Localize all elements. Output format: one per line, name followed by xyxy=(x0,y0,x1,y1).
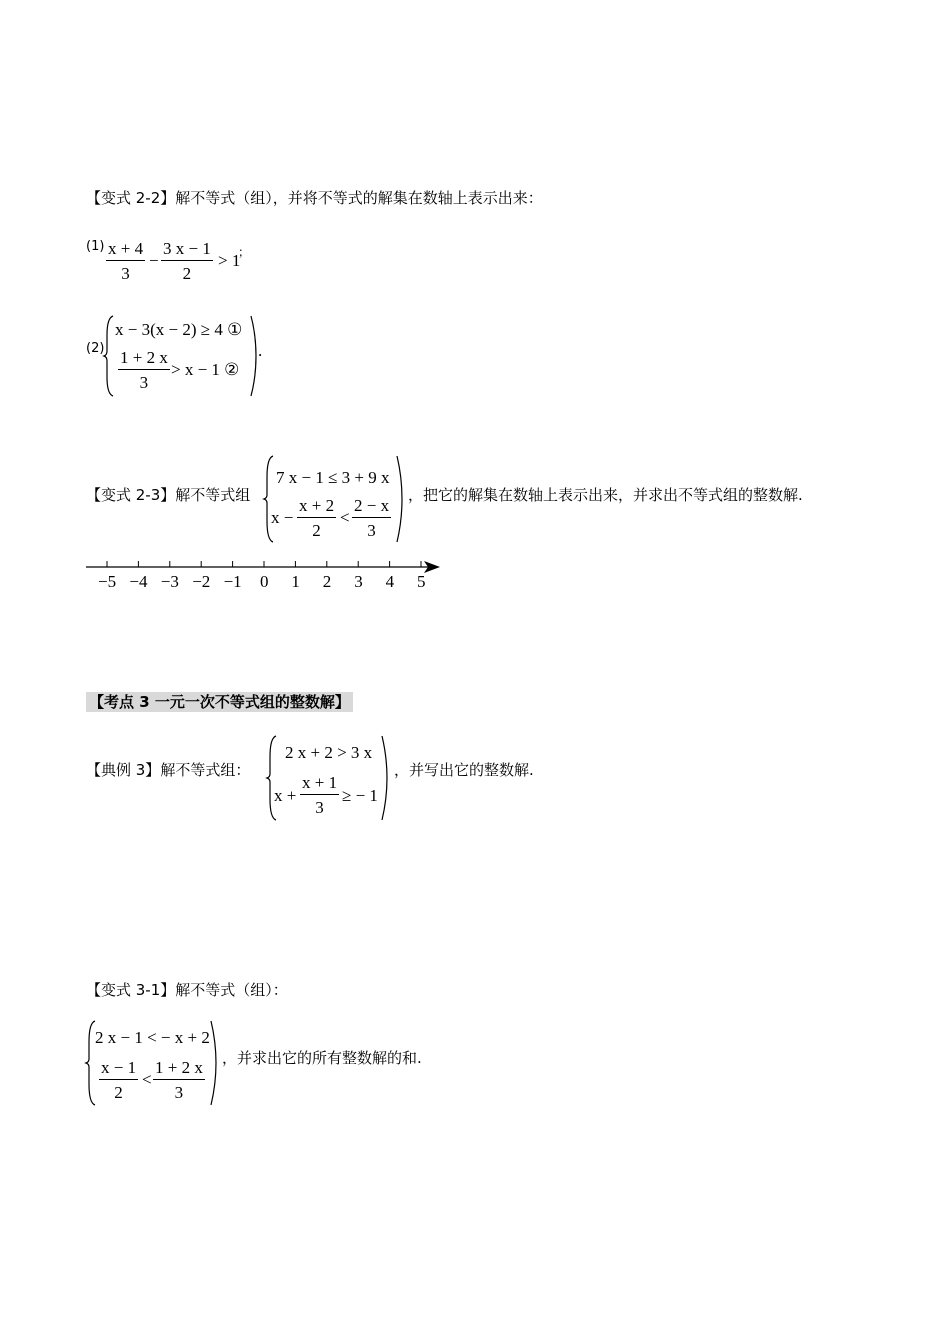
tick-label: −3 xyxy=(160,572,179,591)
tick-label: 1 xyxy=(291,572,300,591)
denominator: 2 xyxy=(114,1083,123,1102)
variant-prompt: 解不等式组 xyxy=(175,486,251,504)
variant-label: 【变式 3-1】 xyxy=(86,981,176,999)
variant-prompt: 解不等式（组），并将不等式的解集在数轴上表示出来： xyxy=(175,189,543,207)
denominator: 2 xyxy=(182,264,192,283)
fraction xyxy=(99,1059,138,1101)
tick-label: 0 xyxy=(260,572,269,591)
section-title-text: 【考点 3 一元一次不等式组的整数解】 xyxy=(86,692,353,712)
tick-label: −5 xyxy=(98,572,117,591)
example-3-heading xyxy=(86,763,250,778)
variant-2-2-heading xyxy=(86,191,543,206)
denominator: 3 xyxy=(174,1083,184,1102)
numerator: 1 + 2 x xyxy=(153,1059,205,1080)
variant-2-3-heading xyxy=(86,488,250,503)
variant-label: 【变式 2-3】 xyxy=(86,486,176,504)
numerator: x − 1 xyxy=(99,1059,138,1080)
example-tail: ，并写出它的整数解. xyxy=(394,761,534,779)
right-paren-icon xyxy=(396,455,404,543)
example-label: 【典例 3】 xyxy=(86,761,161,779)
part-index: (2) xyxy=(86,341,105,356)
tick-label: 2 xyxy=(322,572,332,591)
tick-label: −4 xyxy=(129,572,148,591)
operator: < xyxy=(142,1070,152,1089)
variant-label: 【变式 2-2】 xyxy=(86,189,176,207)
denominator: 3 xyxy=(367,521,376,540)
tick-label: 5 xyxy=(417,572,426,591)
numerator: x + 4 xyxy=(106,240,145,261)
fraction xyxy=(153,1059,205,1101)
system-row-1: 2 x + 2 > 3 x xyxy=(285,743,373,762)
variant-tail: ，把它的解集在数轴上表示出来，并求出不等式组的整数解. xyxy=(408,486,803,504)
system-row-1: x − 3(x − 2) ≥ 4 ① xyxy=(115,320,243,339)
tick-label: 3 xyxy=(354,572,363,591)
part-index: (1) xyxy=(86,239,105,254)
example-prompt: 解不等式组： xyxy=(160,761,251,779)
system-row-2-lhs: x + xyxy=(274,786,297,805)
punctuation: ； xyxy=(238,245,251,259)
numerator: 3 x − 1 xyxy=(161,240,213,261)
numerator: 1 + 2 x xyxy=(118,349,170,370)
numerator: 2 − x xyxy=(352,497,391,518)
fraction xyxy=(106,240,145,282)
punctuation: . xyxy=(258,341,263,360)
rhs: > 1 xyxy=(218,251,241,270)
fraction xyxy=(297,497,336,539)
system-row-1: 7 x − 1 ≤ 3 + 9 x xyxy=(276,468,390,487)
operator: − xyxy=(149,251,159,270)
left-brace-icon xyxy=(264,455,274,543)
system-row-1: 2 x − 1 < − x + 2 xyxy=(95,1028,210,1047)
fraction xyxy=(352,497,391,539)
right-paren-icon xyxy=(381,735,389,821)
fraction xyxy=(300,774,339,816)
fraction xyxy=(161,240,213,282)
operator: < xyxy=(340,508,350,527)
denominator: 3 xyxy=(139,373,149,392)
right-paren-icon xyxy=(250,315,258,397)
fraction xyxy=(118,349,170,391)
system-row-2-lhs: x − xyxy=(271,508,294,527)
numerator: x + 2 xyxy=(297,497,336,518)
system-row-2-rhs: ≥ − 1 xyxy=(342,786,378,805)
variant-3-1-heading xyxy=(86,983,288,998)
tick-label: −1 xyxy=(223,572,242,591)
section-3-title xyxy=(86,695,353,710)
denominator: 3 xyxy=(315,798,324,817)
numerator: x + 1 xyxy=(300,774,339,795)
right-paren-icon xyxy=(210,1020,218,1106)
left-brace-icon xyxy=(104,315,114,397)
left-brace-icon xyxy=(267,735,277,821)
tick-label: 4 xyxy=(385,572,395,591)
denominator: 3 xyxy=(121,264,130,283)
system-row-2-rhs: > x − 1 ② xyxy=(171,360,240,379)
variant-tail: ，并求出它的所有整数解的和. xyxy=(222,1049,422,1067)
denominator: 2 xyxy=(312,521,321,540)
variant-prompt: 解不等式（组）： xyxy=(175,981,288,999)
tick-label: −2 xyxy=(192,572,211,591)
